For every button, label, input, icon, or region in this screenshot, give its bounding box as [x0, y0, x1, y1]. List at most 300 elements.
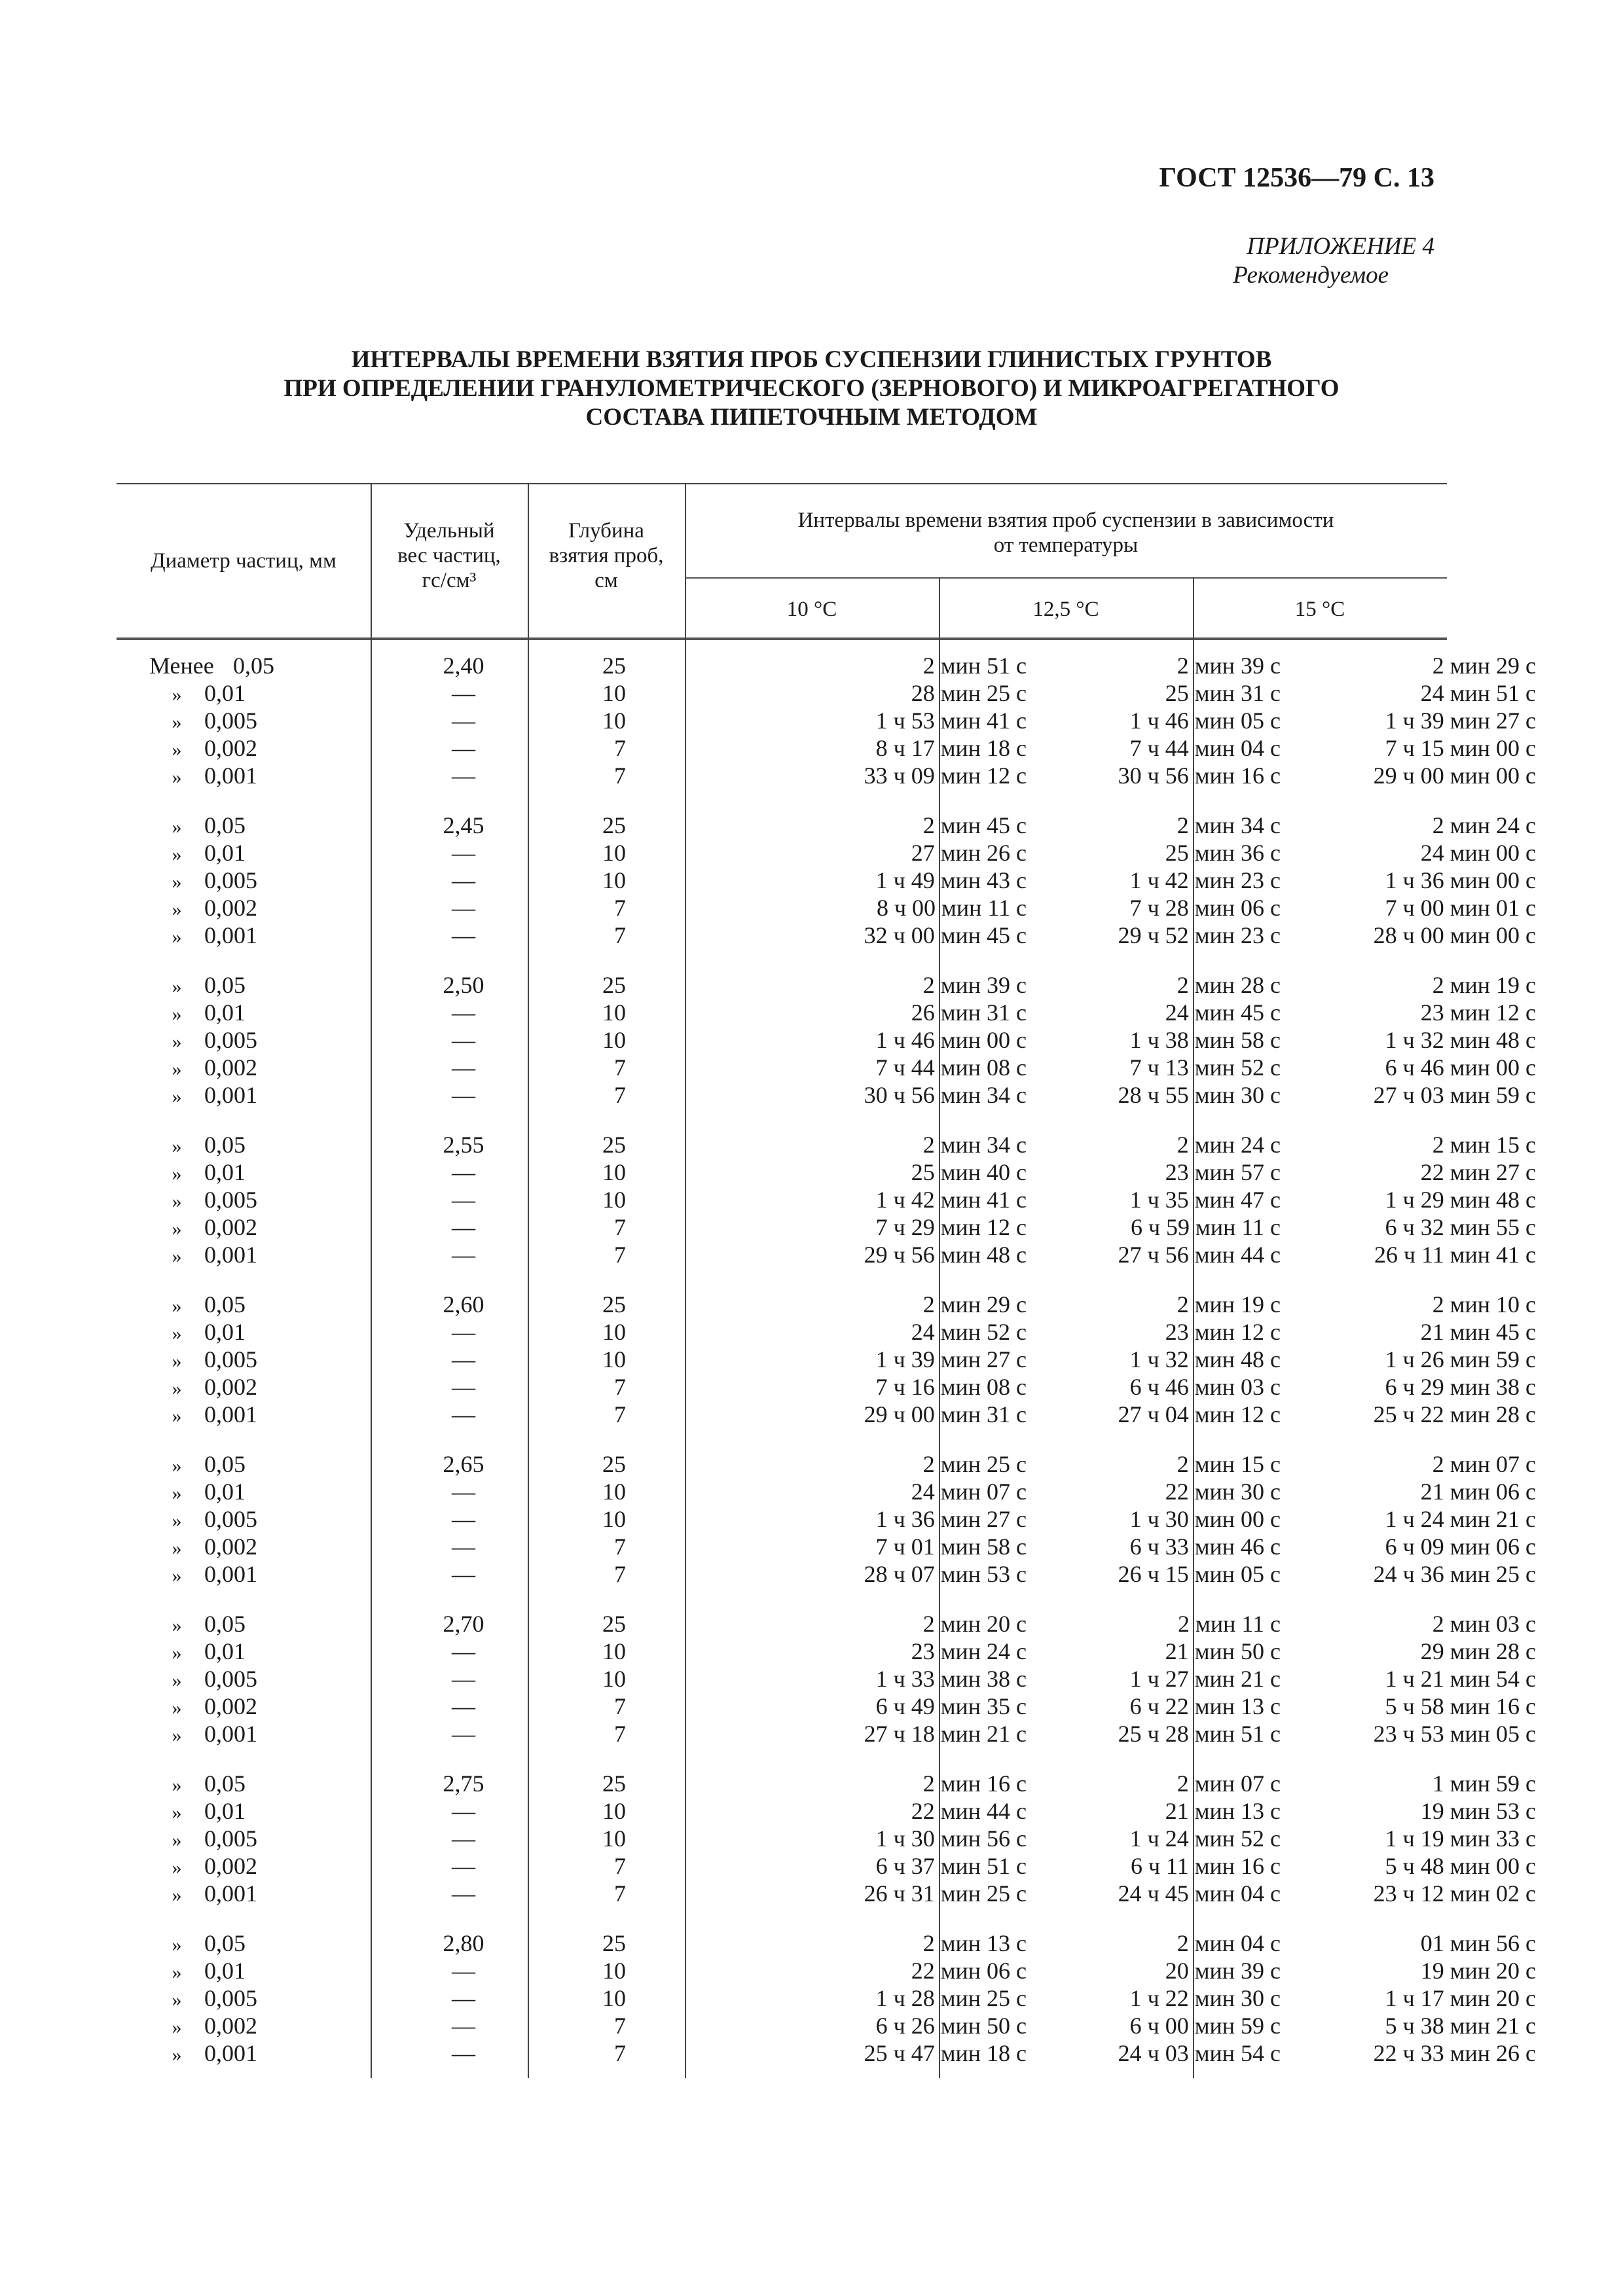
interval-10c-cell: 2 мин 16 с	[922, 1770, 1027, 1797]
interval-12-5c-cell: 7 ч 28 мин 06 с	[1129, 895, 1281, 921]
depth-cell: 7	[614, 1853, 626, 1879]
diameter-cell	[149, 1957, 287, 1986]
table-row	[117, 1797, 1536, 1825]
interval-12-5c-cell: 2 мин 07 с	[1176, 1770, 1281, 1797]
interval-12-5c-cell: 23 мин 12 с	[1165, 1319, 1281, 1345]
diameter-cell	[149, 652, 287, 679]
interval-10c-cell: 23 мин 24 с	[911, 1638, 1027, 1664]
row-group	[117, 1929, 1536, 2067]
unit-weight-cell: 2,50	[443, 972, 484, 998]
interval-10c-cell: 7 ч 29 мин 12 с	[875, 1214, 1027, 1240]
depth-cell: 25	[602, 1770, 626, 1797]
interval-10c-cell: 7 ч 01 мин 58 с	[875, 1534, 1027, 1560]
depth-cell: 10	[602, 1638, 626, 1664]
header-intervals	[685, 508, 1447, 558]
diameter-cell	[149, 1693, 287, 1722]
header-depth-line: см	[594, 569, 618, 592]
interval-12-5c-cell: 21 мин 13 с	[1165, 1798, 1281, 1824]
table-row	[117, 1929, 1536, 1957]
diameter-prefix: »	[172, 1615, 182, 1636]
interval-12-5c-cell: 1 ч 38 мин 58 с	[1129, 1027, 1281, 1053]
diameter-cell	[149, 1880, 287, 1909]
diameter-prefix: Менее	[149, 653, 214, 679]
table-row	[117, 839, 1536, 867]
depth-cell: 7	[614, 2040, 626, 2066]
diameter-value: 0,002	[204, 1054, 257, 1081]
unit-weight-cell: —	[452, 2013, 475, 2039]
interval-10c-cell: 1 ч 30 мин 56 с	[875, 1825, 1027, 1852]
diameter-value: 0,05	[204, 1451, 246, 1477]
table-row	[117, 762, 1536, 789]
unit-weight-cell: —	[452, 1374, 475, 1400]
interval-12-5c-cell: 2 мин 11 с	[1178, 1611, 1281, 1637]
diameter-cell	[149, 1158, 287, 1188]
table-row	[117, 1131, 1536, 1158]
diameter-prefix: »	[172, 1934, 182, 1956]
interval-10c-cell: 2 мин 34 с	[922, 1132, 1027, 1158]
diameter-value: 0,001	[204, 1242, 257, 1268]
interval-12-5c-cell: 1 ч 30 мин 00 с	[1129, 1506, 1281, 1532]
interval-12-5c-cell: 6 ч 46 мин 03 с	[1129, 1374, 1281, 1400]
interval-10c-cell: 1 ч 36 мин 27 с	[875, 1506, 1027, 1532]
diameter-value: 0,001	[204, 1082, 257, 1108]
header-unit-weight-line: гс/см³	[422, 569, 477, 592]
interval-10c-cell: 6 ч 49 мин 35 с	[875, 1693, 1027, 1719]
diameter-value: 0,002	[204, 1374, 257, 1400]
table-row	[117, 1026, 1536, 1054]
interval-12-5c-cell: 27 ч 04 мин 12 с	[1118, 1401, 1281, 1427]
diameter-cell	[149, 1797, 287, 1827]
interval-12-5c-cell: 21 мин 50 с	[1165, 1638, 1281, 1664]
row-group	[117, 812, 1536, 949]
depth-cell: 25	[602, 1451, 626, 1477]
interval-15c-cell: 21 мин 06 с	[1420, 1479, 1536, 1505]
interval-15c-cell: 22 ч 33 мин 26 с	[1373, 2040, 1536, 2066]
interval-10c-cell: 25 мин 40 с	[911, 1159, 1027, 1185]
interval-12-5c-cell: 2 мин 24 с	[1176, 1132, 1281, 1158]
interval-15c-cell: 29 мин 28 с	[1420, 1638, 1536, 1664]
interval-10c-cell: 1 ч 42 мин 41 с	[875, 1187, 1027, 1213]
unit-weight-cell: —	[452, 1666, 475, 1692]
row-group	[117, 1610, 1536, 1748]
depth-cell: 7	[614, 1880, 626, 1907]
unit-weight-cell: —	[452, 762, 475, 789]
interval-10c-cell: 27 ч 18 мин 21 с	[864, 1721, 1027, 1747]
table-row	[117, 652, 1536, 679]
unit-weight-cell: —	[452, 1346, 475, 1372]
title-line-3: СОСТАВА ПИПЕТОЧНЫМ МЕТОДОМ	[585, 404, 1038, 431]
depth-cell: 25	[602, 1291, 626, 1318]
interval-10c-cell: 6 ч 26 мин 50 с	[875, 2013, 1027, 2039]
depth-cell: 25	[602, 972, 626, 998]
unit-weight-cell: —	[452, 1082, 475, 1108]
diameter-prefix: »	[172, 1191, 182, 1212]
table-body	[117, 652, 1536, 2089]
interval-12-5c-cell: 2 мин 34 с	[1176, 812, 1281, 838]
diameter-value: 0,002	[204, 1693, 257, 1719]
unit-weight-cell: —	[452, 895, 475, 921]
diameter-value: 0,005	[204, 1666, 257, 1692]
interval-15c-cell: 19 мин 20 с	[1420, 1958, 1536, 1984]
interval-15c-cell: 5 ч 48 мин 00 с	[1385, 1853, 1536, 1879]
interval-12-5c-cell: 25 ч 28 мин 51 с	[1118, 1721, 1281, 1747]
table-top-rule	[117, 483, 1447, 484]
unit-weight-cell: —	[452, 1506, 475, 1532]
interval-10c-cell: 28 ч 07 мин 53 с	[864, 1561, 1027, 1587]
interval-10c-cell: 8 ч 17 мин 18 с	[875, 735, 1027, 761]
depth-cell: 7	[614, 1214, 626, 1240]
row-group	[117, 1450, 1536, 1588]
diameter-prefix: »	[172, 739, 182, 761]
depth-cell: 25	[602, 1930, 626, 1956]
interval-10c-cell: 1 ч 39 мин 27 с	[875, 1346, 1027, 1372]
diameter-value: 0,001	[204, 1561, 257, 1587]
interval-15c-cell: 2 мин 24 с	[1432, 812, 1536, 838]
depth-cell: 10	[602, 1346, 626, 1372]
row-group	[117, 652, 1536, 789]
diameter-value: 0,05	[204, 812, 246, 838]
depth-cell: 7	[614, 1374, 626, 1400]
interval-15c-cell: 22 мин 27 с	[1420, 1159, 1536, 1185]
interval-10c-cell: 24 мин 52 с	[911, 1319, 1027, 1345]
interval-10c-cell: 1 ч 33 мин 38 с	[875, 1666, 1027, 1692]
depth-cell: 10	[602, 680, 626, 706]
interval-15c-cell: 19 мин 53 с	[1420, 1798, 1536, 1824]
table-row	[117, 1693, 1536, 1720]
diameter-prefix: »	[172, 1642, 182, 1664]
depth-cell: 10	[602, 1798, 626, 1824]
diameter-value: 0,005	[204, 1825, 257, 1852]
table-row	[117, 1665, 1536, 1693]
table-row	[117, 922, 1536, 949]
table-row	[117, 1505, 1536, 1533]
depth-cell: 7	[614, 1693, 626, 1719]
table-row	[117, 1957, 1536, 1984]
interval-10c-cell: 27 мин 26 с	[911, 840, 1027, 866]
table-row	[117, 1880, 1536, 1907]
interval-15c-cell: 25 ч 22 мин 28 с	[1373, 1401, 1536, 1427]
interval-15c-cell: 1 ч 36 мин 00 с	[1385, 867, 1536, 893]
interval-15c-cell: 2 мин 07 с	[1432, 1451, 1536, 1477]
diameter-cell	[149, 762, 287, 791]
interval-10c-cell: 24 мин 07 с	[911, 1479, 1027, 1505]
table-row	[117, 1401, 1536, 1428]
interval-10c-cell: 2 мин 39 с	[922, 972, 1027, 998]
diameter-prefix: »	[172, 1218, 182, 1240]
header-depth-line: Глубина	[568, 519, 644, 543]
interval-10c-cell: 1 ч 53 мин 41 с	[875, 708, 1027, 734]
diameter-cell	[149, 1852, 287, 1882]
row-group	[117, 1770, 1536, 1907]
depth-cell: 10	[602, 840, 626, 866]
interval-15c-cell: 2 мин 29 с	[1432, 653, 1536, 679]
diameter-cell	[149, 1054, 287, 1083]
diameter-cell	[149, 1081, 287, 1111]
appendix-label: ПРИЛОЖЕНИЕ 4	[1247, 233, 1434, 260]
diameter-cell	[149, 1291, 287, 1320]
interval-12-5c-cell: 26 ч 15 мин 05 с	[1118, 1561, 1281, 1587]
header-diameter: Диаметр частиц, мм	[151, 549, 337, 573]
diameter-value: 0,005	[204, 1985, 257, 2011]
diameter-cell	[149, 1401, 287, 1430]
interval-12-5c-cell: 20 мин 39 с	[1165, 1958, 1281, 1984]
table-row	[117, 1770, 1536, 1797]
unit-weight-cell: —	[452, 1798, 475, 1824]
depth-cell: 7	[614, 1242, 626, 1268]
appendix-block	[1233, 232, 1434, 290]
diameter-prefix: »	[172, 1774, 182, 1796]
unit-weight-cell: —	[452, 735, 475, 761]
interval-12-5c-cell: 1 ч 24 мин 52 с	[1129, 1825, 1281, 1852]
interval-10c-cell: 2 мин 45 с	[922, 812, 1027, 838]
table-row	[117, 1291, 1536, 1318]
diameter-cell	[149, 1131, 287, 1160]
table-row	[117, 1213, 1536, 1241]
interval-15c-cell: 01 мин 56 с	[1420, 1930, 1536, 1956]
interval-10c-cell: 28 мин 25 с	[911, 680, 1027, 706]
title-line-2: ПРИ ОПРЕДЕЛЕНИИ ГРАНУЛОМЕТРИЧЕСКОГО (ЗЕРНОВОГО) И МИКРОАГРЕГАТНОГО	[283, 375, 1340, 402]
diameter-cell	[149, 1478, 287, 1507]
depth-cell: 7	[614, 1534, 626, 1560]
unit-weight-cell: —	[452, 1693, 475, 1719]
depth-cell: 7	[614, 895, 626, 921]
table-row	[117, 707, 1536, 734]
intervals-table	[117, 483, 1536, 2078]
depth-cell: 10	[602, 1479, 626, 1505]
diameter-prefix: »	[172, 1725, 182, 1746]
table-row	[117, 679, 1536, 707]
diameter-cell	[149, 707, 287, 736]
unit-weight-cell: 2,60	[443, 1291, 484, 1318]
table-row	[117, 894, 1536, 922]
diameter-cell	[149, 1720, 287, 1749]
unit-weight-cell: —	[452, 680, 475, 706]
table-row	[117, 1450, 1536, 1478]
diameter-cell	[149, 1665, 287, 1695]
diameter-cell	[149, 1373, 287, 1403]
interval-10c-cell: 2 мин 20 с	[922, 1611, 1027, 1637]
unit-weight-cell: —	[452, 1534, 475, 1560]
unit-weight-cell: —	[452, 1401, 475, 1427]
unit-weight-cell: 2,80	[443, 1930, 484, 1956]
title-line-1: ИНТЕРВАЛЫ ВРЕМЕНИ ВЗЯТИЯ ПРОБ СУСПЕНЗИИ ГЛИНИСТЫХ ГРУНТОВ	[351, 346, 1272, 373]
interval-15c-cell: 23 мин 12 с	[1420, 999, 1536, 1026]
diameter-prefix: »	[172, 1989, 182, 2011]
diameter-value: 0,05	[204, 1132, 246, 1158]
diameter-prefix: »	[172, 1670, 182, 1691]
unit-weight-cell: —	[452, 1721, 475, 1747]
interval-15c-cell: 6 ч 09 мин 06 с	[1385, 1534, 1536, 1560]
unit-weight-cell: 2,70	[443, 1611, 484, 1637]
unit-weight-cell: —	[452, 1054, 475, 1081]
depth-cell: 7	[614, 762, 626, 789]
interval-10c-cell: 2 мин 13 с	[922, 1930, 1027, 1956]
interval-10c-cell: 33 ч 09 мин 12 с	[864, 762, 1027, 789]
unit-weight-cell: —	[452, 1638, 475, 1664]
diameter-prefix: »	[172, 2017, 182, 2038]
interval-12-5c-cell: 2 мин 19 с	[1176, 1291, 1281, 1318]
table-subheader-rule	[685, 577, 1447, 579]
interval-12-5c-cell: 23 мин 57 с	[1165, 1159, 1281, 1185]
diameter-prefix: »	[172, 1405, 182, 1427]
depth-cell: 10	[602, 867, 626, 893]
table-header-rule	[117, 637, 1447, 640]
interval-12-5c-cell: 7 ч 13 мин 52 с	[1129, 1054, 1281, 1081]
unit-weight-cell: —	[452, 1561, 475, 1587]
diameter-prefix: »	[172, 1003, 182, 1025]
diameter-value: 0,002	[204, 735, 257, 761]
interval-10c-cell: 26 мин 31 с	[911, 999, 1027, 1026]
interval-10c-cell: 1 ч 28 мин 25 с	[875, 1985, 1027, 2011]
table-row	[117, 1852, 1536, 1880]
table-row	[117, 1610, 1536, 1638]
interval-10c-cell: 8 ч 00 мин 11 с	[876, 895, 1027, 921]
diameter-prefix: »	[172, 766, 182, 788]
diameter-value: 0,002	[204, 2013, 257, 2039]
unit-weight-cell: —	[452, 1958, 475, 1984]
diameter-prefix: »	[172, 1350, 182, 1372]
interval-15c-cell: 24 мин 51 с	[1420, 680, 1536, 706]
interval-15c-cell: 26 ч 11 мин 41 с	[1374, 1242, 1536, 1268]
depth-cell: 25	[602, 1611, 626, 1637]
interval-10c-cell: 7 ч 16 мин 08 с	[875, 1374, 1027, 1400]
interval-10c-cell: 22 мин 06 с	[911, 1958, 1027, 1984]
interval-10c-cell: 22 мин 44 с	[911, 1798, 1027, 1824]
interval-15c-cell: 2 мин 15 с	[1432, 1132, 1536, 1158]
table-row	[117, 1081, 1536, 1109]
diameter-cell	[149, 1026, 287, 1056]
interval-12-5c-cell: 7 ч 44 мин 04 с	[1129, 735, 1281, 761]
diameter-value: 0,001	[204, 1401, 257, 1427]
interval-15c-cell: 27 ч 03 мин 59 с	[1373, 1082, 1536, 1108]
table-row	[117, 1533, 1536, 1560]
diameter-value: 0,002	[204, 1214, 257, 1240]
diameter-prefix: »	[172, 1246, 182, 1267]
interval-10c-cell: 1 ч 46 мин 00 с	[875, 1027, 1027, 1053]
diameter-cell	[149, 1560, 287, 1590]
interval-15c-cell: 1 ч 32 мин 48 с	[1385, 1027, 1536, 1053]
unit-weight-cell: —	[452, 1214, 475, 1240]
unit-weight-cell: —	[452, 1479, 475, 1505]
unit-weight-cell: —	[452, 708, 475, 734]
unit-weight-cell: —	[452, 1880, 475, 1907]
unit-weight-cell: —	[452, 1027, 475, 1053]
depth-cell: 7	[614, 1561, 626, 1587]
diameter-prefix: »	[172, 711, 182, 733]
depth-cell: 7	[614, 1721, 626, 1747]
diameter-cell	[149, 1770, 287, 1799]
diameter-value: 0,005	[204, 867, 257, 893]
diameter-prefix: »	[172, 976, 182, 997]
interval-15c-cell: 21 мин 45 с	[1420, 1319, 1536, 1345]
diameter-prefix: »	[172, 2044, 182, 2066]
diameter-cell	[149, 1318, 287, 1348]
table-row	[117, 1560, 1536, 1588]
interval-10c-cell: 1 ч 49 мин 43 с	[875, 867, 1027, 893]
interval-12-5c-cell: 30 ч 56 мин 16 с	[1118, 762, 1281, 789]
interval-15c-cell: 5 ч 58 мин 16 с	[1385, 1693, 1536, 1719]
depth-cell: 7	[614, 735, 626, 761]
interval-12-5c-cell: 2 мин 04 с	[1176, 1930, 1281, 1956]
header-intervals-line: от температуры	[993, 533, 1139, 557]
interval-12-5c-cell: 24 ч 45 мин 04 с	[1118, 1880, 1281, 1907]
diameter-cell	[149, 1346, 287, 1375]
diameter-prefix: »	[172, 1565, 182, 1587]
diameter-value: 0,05	[204, 1770, 246, 1797]
interval-10c-cell: 30 ч 56 мин 34 с	[864, 1082, 1027, 1108]
diameter-cell	[149, 1533, 287, 1562]
table-row	[117, 1825, 1536, 1852]
diameter-cell	[149, 734, 287, 764]
interval-15c-cell: 1 ч 19 мин 33 с	[1385, 1825, 1536, 1852]
interval-12-5c-cell: 1 ч 35 мин 47 с	[1129, 1187, 1281, 1213]
depth-cell: 10	[602, 1319, 626, 1345]
unit-weight-cell: —	[452, 1242, 475, 1268]
diameter-cell	[149, 1505, 287, 1535]
interval-12-5c-cell: 2 мин 15 с	[1176, 1451, 1281, 1477]
diameter-value: 0,001	[204, 2040, 257, 2066]
diameter-cell	[149, 867, 287, 896]
interval-15c-cell: 24 мин 00 с	[1420, 840, 1536, 866]
diameter-cell	[149, 1638, 287, 1667]
diameter-prefix: »	[172, 1829, 182, 1851]
table-row	[117, 2039, 1536, 2067]
depth-cell: 10	[602, 1027, 626, 1053]
diameter-value: 0,001	[204, 1721, 257, 1747]
diameter-prefix: »	[172, 816, 182, 838]
header-temp-15: 15 °С	[1294, 598, 1345, 621]
diameter-value: 0,01	[204, 1319, 246, 1345]
table-row	[117, 867, 1536, 894]
unit-weight-cell: —	[452, 922, 475, 948]
appendix-note: Рекомендуемое	[1233, 262, 1389, 289]
diameter-prefix: »	[172, 1295, 182, 1317]
diameter-cell	[149, 894, 287, 924]
header-unit-weight	[371, 518, 528, 593]
interval-10c-cell: 7 ч 44 мин 08 с	[875, 1054, 1027, 1081]
diameter-prefix: »	[172, 1697, 182, 1719]
diameter-value: 0,001	[204, 1880, 257, 1907]
diameter-value: 0,01	[204, 680, 246, 706]
interval-15c-cell: 1 ч 21 мин 54 с	[1385, 1666, 1536, 1692]
diameter-value: 0,05	[233, 653, 274, 679]
depth-cell: 7	[614, 1082, 626, 1108]
unit-weight-cell: —	[452, 1825, 475, 1852]
document-title	[0, 346, 1623, 432]
diameter-prefix: »	[172, 1031, 182, 1052]
interval-15c-cell: 7 ч 15 мин 00 с	[1385, 735, 1536, 761]
table-row	[117, 1346, 1536, 1373]
diameter-value: 0,05	[204, 1930, 246, 1956]
interval-10c-cell: 32 ч 00 мин 45 с	[864, 922, 1027, 948]
header-depth-line: взятия проб,	[549, 544, 664, 567]
diameter-cell	[149, 1984, 287, 2014]
table-row	[117, 1984, 1536, 2012]
diameter-prefix: »	[172, 1455, 182, 1477]
diameter-prefix: »	[172, 1857, 182, 1878]
diameter-value: 0,002	[204, 1534, 257, 1560]
table-row	[117, 1241, 1536, 1268]
unit-weight-cell: —	[452, 840, 475, 866]
interval-12-5c-cell: 2 мин 28 с	[1176, 972, 1281, 998]
depth-cell: 10	[602, 1159, 626, 1185]
interval-15c-cell: 1 мин 59 с	[1432, 1770, 1536, 1797]
interval-15c-cell: 1 ч 29 мин 48 с	[1385, 1187, 1536, 1213]
diameter-prefix: »	[172, 1510, 182, 1532]
diameter-prefix: »	[172, 1378, 182, 1399]
diameter-prefix: »	[172, 1884, 182, 1906]
row-group	[117, 1131, 1536, 1268]
